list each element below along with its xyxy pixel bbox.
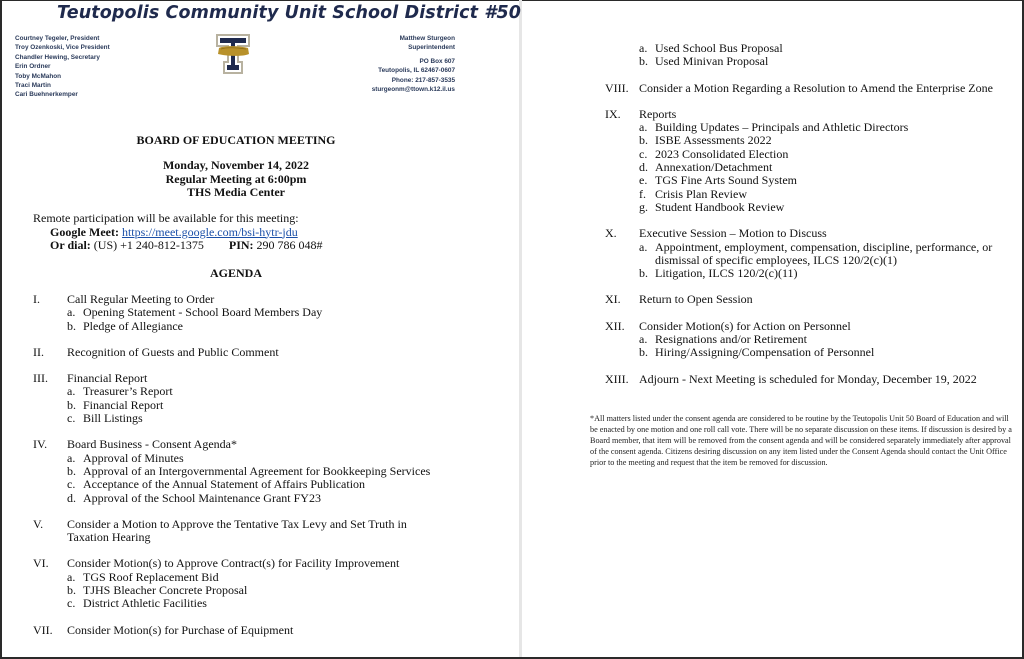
agenda-item-text: Approval of an Intergovernmental Agreement for Bookkeeping Services: [83, 463, 431, 478]
agenda-section-title: Financial Report: [67, 371, 148, 386]
board-member: Courtney Tegeler, President: [15, 35, 100, 42]
agenda-item-text: Opening Statement - School Board Members Day: [83, 305, 323, 320]
agenda-item-text: 2023 Consolidated Election: [655, 146, 789, 161]
agenda-item: [33, 399, 443, 412]
agenda-item-letter: a.: [67, 450, 76, 465]
agenda-numeral: XI.: [605, 292, 621, 307]
agenda-item-text: Used School Bus Proposal: [655, 41, 783, 55]
agenda-section: [605, 320, 1020, 360]
agenda-section-header: [33, 372, 443, 385]
agenda-item-letter: a.: [639, 120, 648, 135]
agenda-list-left: [33, 293, 443, 637]
agenda-section: [33, 293, 443, 333]
agenda-item: [605, 55, 1020, 68]
agenda-item-text: Treasurer’s Report: [83, 384, 173, 399]
agenda-item-text: Used Minivan Proposal: [655, 54, 769, 69]
board-members-list: [15, 34, 110, 100]
agenda-item-letter: c.: [639, 146, 648, 161]
agenda-item-letter: c.: [67, 596, 76, 611]
agenda-item-text: Financial Report: [83, 397, 164, 412]
agenda-item-letter: b.: [67, 318, 76, 333]
superintendent-block: [372, 34, 455, 94]
agenda-section: [33, 372, 443, 425]
page-2: [522, 0, 1022, 657]
agenda-item-letter: b.: [639, 133, 648, 148]
agenda-item-text: Approval of Minutes: [83, 450, 184, 465]
agenda-section: [605, 293, 1020, 306]
agenda-item-text: Building Updates – Principals and Athletic Directors: [655, 120, 909, 135]
board-member: Chandler Hewing, Secretary: [15, 53, 100, 61]
agenda-item: [605, 188, 1020, 201]
agenda-section-header: [33, 346, 443, 359]
agenda-section-title: Consider Motion(s) to Approve Contract(s) for Facility Improvement: [67, 556, 400, 571]
agenda-item-letter: a.: [67, 305, 76, 320]
agenda-section-header: [605, 108, 1020, 121]
agenda-item: [605, 148, 1020, 161]
agenda-heading: AGENDA: [209, 266, 262, 280]
superintendent-name: Matthew Sturgeon: [399, 35, 455, 42]
agenda-numeral: III.: [33, 371, 48, 386]
agenda-numeral: VI.: [33, 556, 49, 571]
agenda-numeral: I.: [33, 292, 40, 306]
agenda-item: [605, 134, 1020, 147]
agenda-item: [605, 333, 1020, 346]
agenda-section-title: Return to Open Session: [639, 292, 753, 307]
po-box: PO Box 607: [419, 57, 455, 65]
agenda-section-header: [605, 82, 1020, 95]
agenda-section: [33, 438, 443, 504]
board-member: Traci Martin: [15, 82, 51, 90]
agenda-section-header: [33, 557, 443, 570]
agenda-list-right: [605, 42, 1020, 386]
agenda-section-title: Board Business - Consent Agenda*: [67, 437, 237, 452]
agenda-item-letter: b.: [67, 583, 76, 598]
district-logo-icon: [215, 33, 251, 75]
agenda-item-text: TJHS Bleacher Concrete Proposal: [83, 583, 248, 598]
agenda-section-header: [33, 438, 443, 451]
agenda-item: [33, 492, 443, 505]
agenda-item-letter: a.: [639, 41, 648, 55]
agenda-section-header: [605, 320, 1020, 333]
agenda-item-letter: b.: [67, 463, 76, 478]
agenda-item: [605, 346, 1020, 359]
dial-number: (US) +1 240-812-1375: [93, 238, 204, 252]
agenda-item-text: Resignations and/or Retirement: [655, 332, 807, 347]
agenda-item-letter: d.: [67, 490, 76, 505]
remote-participation: [33, 212, 323, 253]
district-title: Teutopolis Community Unit School District #50: [57, 3, 522, 23]
google-meet-label: Google Meet:: [50, 224, 119, 239]
agenda-section: [605, 42, 1020, 69]
remote-intro: Remote participation will be available for this meeting:: [33, 211, 299, 225]
agenda-section: [605, 227, 1020, 280]
agenda-item-letter: a.: [67, 569, 76, 584]
agenda-section: [33, 346, 443, 359]
agenda-section: [605, 108, 1020, 214]
agenda-numeral: X.: [605, 226, 617, 241]
agenda-item-letter: b.: [639, 345, 648, 360]
agenda-item-letter: a.: [639, 239, 648, 254]
agenda-numeral: IV.: [33, 437, 48, 452]
agenda-section-header: [605, 227, 1020, 240]
agenda-item: [33, 465, 443, 478]
agenda-section: [33, 624, 443, 637]
agenda-item: [33, 452, 443, 465]
board-member: Erin Ordner: [15, 63, 51, 71]
agenda-item-text: Hiring/Assigning/Compensation of Personnel: [655, 345, 875, 360]
agenda-section-title: Executive Session – Motion to Discuss: [639, 226, 827, 241]
superintendent-title: Superintendent: [408, 44, 455, 52]
agenda-section-title: Call Regular Meeting to Order: [67, 292, 215, 306]
agenda-numeral: VIII.: [605, 80, 629, 95]
meeting-info: [2, 159, 470, 200]
agenda-section-title: Reports: [639, 106, 677, 121]
agenda-item: [605, 174, 1020, 187]
agenda-item-text: Bill Listings: [83, 411, 143, 426]
agenda-numeral: XIII.: [605, 371, 629, 386]
agenda-item-letter: b.: [639, 266, 648, 281]
agenda-item: [605, 267, 1020, 280]
agenda-numeral: IX.: [605, 106, 621, 121]
agenda-item-text: Appointment, employment, compensation, discipline, performance, or dismissal of specific employees, ILCS 120/2(c)(1): [655, 239, 993, 267]
agenda-item-letter: a.: [67, 384, 76, 399]
agenda-item-text: Approval of the School Maintenance Grant FY23: [83, 490, 321, 505]
agenda-item: [33, 306, 443, 319]
agenda-item-letter: f.: [639, 186, 646, 201]
phone: Phone: 217-857-3535: [391, 76, 455, 84]
email: sturgeonm@ttown.k12.il.us: [371, 86, 455, 94]
agenda-item-text: Pledge of Allegiance: [83, 318, 183, 333]
agenda-item-text: Student Handbook Review: [655, 199, 785, 214]
agenda-item: [605, 121, 1020, 134]
agenda-item-letter: c.: [67, 411, 76, 426]
board-member: Cari Buehnerkemper: [15, 91, 78, 99]
city-address: Teutopolis, IL 62467-0607: [378, 67, 455, 75]
agenda-section-header: [605, 373, 1020, 386]
agenda-item-letter: e.: [639, 173, 648, 188]
agenda-item: [33, 478, 443, 491]
agenda-item-text: Annexation/Detachment: [655, 160, 773, 175]
google-meet-link[interactable]: https://meet.google.com/bsi-hytr-jdu: [121, 224, 298, 239]
agenda-item-text: Crisis Plan Review: [655, 186, 747, 201]
agenda-section-header: [33, 624, 443, 637]
consent-agenda-footnote: *All matters listed under the consent agenda are considered to be routine by the Teutopolis Unit 50 Board of Education and will be enacted by one motion and one roll call vote. There will be no separate discussion on these items. If discussion is desired by a Board member, that item will be removed from the consent agenda and will be considered separately immediately after approval of the consent agenda. Citizens desiring discussion on any item listed under the Consent Agenda should contact the Unit Office prior to the meeting and request that the item be removed for discussion.: [590, 414, 1012, 467]
agenda-section: [33, 518, 443, 545]
agenda-item: [33, 385, 443, 398]
agenda-section-title: Consider Motion(s) for Action on Personnel: [639, 318, 851, 333]
agenda-item-text: TGS Fine Arts Sound System: [655, 173, 798, 188]
agenda-item: [605, 241, 1020, 268]
meeting-title: BOARD OF EDUCATION MEETING: [136, 133, 336, 147]
agenda-item-letter: c.: [67, 477, 76, 492]
agenda-item-letter: g.: [639, 199, 648, 214]
agenda-item: [33, 320, 443, 333]
pin-value: 290 786 048#: [256, 238, 323, 252]
agenda-item: [605, 161, 1020, 174]
agenda-numeral: II.: [33, 344, 44, 359]
agenda-section-title: Recognition of Guests and Public Comment: [67, 344, 279, 359]
board-member: Troy Ozenkoski, Vice President: [15, 44, 110, 52]
agenda-numeral: XII.: [605, 318, 625, 333]
agenda-item: [605, 42, 1020, 55]
agenda-section: [605, 82, 1020, 95]
agenda-item-letter: b.: [67, 397, 76, 412]
agenda-item: [33, 597, 443, 610]
meeting-time: Regular Meeting at 6:00pm: [165, 171, 307, 186]
agenda-item-text: Acceptance of the Annual Statement of Affairs Publication: [83, 477, 366, 492]
agenda-section-header: [33, 293, 443, 306]
meeting-date: Monday, November 14, 2022: [162, 158, 310, 172]
agenda-item: [33, 584, 443, 597]
agenda-section-title: Adjourn - Next Meeting is scheduled for Monday, December 19, 2022: [639, 371, 977, 386]
agenda-item-text: ISBE Assessments 2022: [655, 133, 772, 148]
agenda-section-title: Consider a Motion Regarding a Resolution to Amend the Enterprise Zone: [639, 80, 993, 95]
agenda-item: [33, 412, 443, 425]
agenda-section-header: [605, 293, 1020, 306]
agenda-item: [33, 571, 443, 584]
agenda-section-title: Consider a Motion to Approve the Tentative Tax Levy and Set Truth in Taxation Hearing: [67, 516, 407, 545]
board-member: Toby McMahon: [15, 72, 62, 80]
agenda-numeral: V.: [33, 516, 44, 531]
agenda-section: [33, 557, 443, 610]
agenda-item-letter: a.: [639, 332, 648, 347]
agenda-section-title: Consider Motion(s) for Purchase of Equipment: [67, 622, 294, 637]
agenda-item-text: Litigation, ILCS 120/2(c)(11): [655, 266, 798, 281]
agenda-section-header: [33, 518, 443, 545]
page-1: [2, 0, 522, 657]
pin-label: PIN:: [228, 238, 254, 252]
agenda-item-letter: d.: [639, 160, 648, 175]
agenda-item-text: TGS Roof Replacement Bid: [83, 569, 219, 584]
agenda-section: [605, 373, 1020, 386]
dial-label: Or dial:: [50, 238, 91, 252]
agenda-item-letter: b.: [639, 54, 648, 69]
agenda-item: [605, 201, 1020, 214]
agenda-item-text: District Athletic Facilities: [83, 596, 207, 611]
meeting-location: THS Media Center: [187, 185, 285, 199]
agenda-numeral: VII.: [33, 622, 53, 637]
